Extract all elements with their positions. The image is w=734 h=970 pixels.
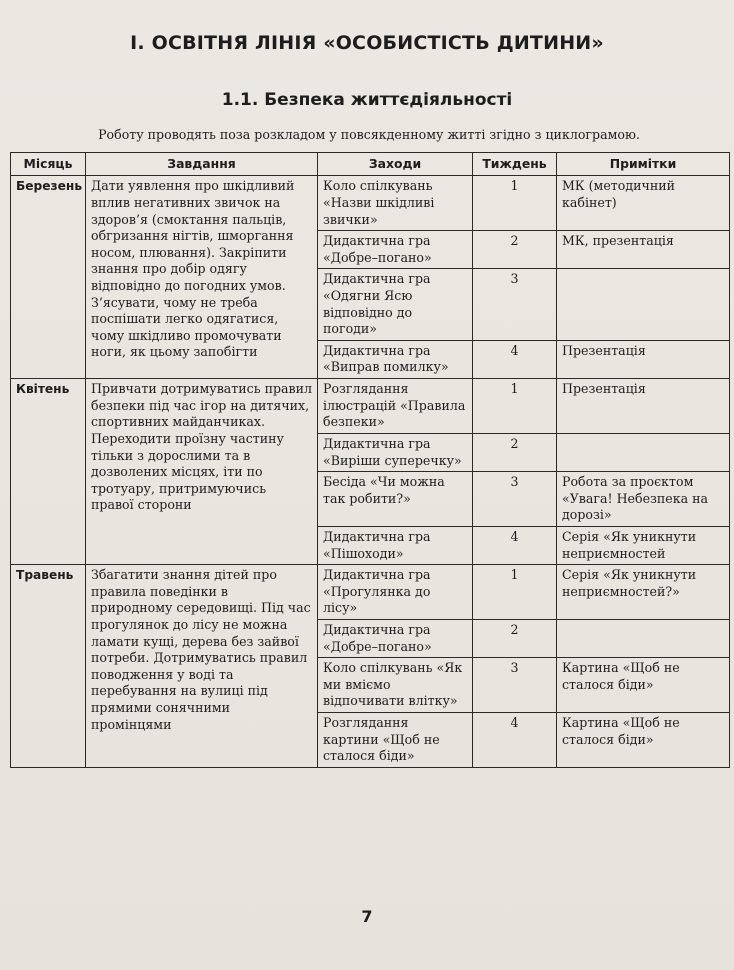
note-cell: Серія «Як уникнути неприємностей?» bbox=[557, 565, 730, 620]
measure-cell: Дидактична гра «Добре–погано» bbox=[318, 620, 473, 658]
note-cell: Серія «Як уникнути неприємностей bbox=[557, 526, 730, 564]
note-cell: Картина «Щоб не сталося біди» bbox=[557, 658, 730, 713]
measure-cell: Розглядання картини «Щоб не сталося біди» bbox=[318, 713, 473, 768]
month-cell: Травень bbox=[11, 565, 86, 768]
task-cell: Дати уявлення про шкідливий вплив негативних звичок на здоров’я (смоктання пальців, обгризання нігтів, шморгання носом, плювання). Закріпити знання про добір одягу відповідно до погодних умов. З’ясувати, чому не треба поспішати легко одягатися, чому шкідливо промочувати ноги, як цьому запобігти bbox=[86, 176, 318, 379]
week-cell: 1 bbox=[473, 565, 557, 620]
week-cell: 1 bbox=[473, 379, 557, 434]
note-cell: Презентація bbox=[557, 379, 730, 434]
measure-cell: Дидактична гра «Прогулянка до лісу» bbox=[318, 565, 473, 620]
section-title: 1.1. Безпека життєдіяльності bbox=[221, 90, 513, 110]
note-cell bbox=[557, 269, 730, 340]
safety-plan-table bbox=[10, 152, 730, 768]
table-row bbox=[11, 565, 730, 620]
task-cell: Привчати дотримуватись правил безпеки під час ігор на дитячих, спортивних майданчиках. Переходити проїзну частину тільки з дорослими та в дозволених місцях, іти по тротуару, притримуючись правої сторони bbox=[86, 379, 318, 565]
week-cell: 3 bbox=[473, 658, 557, 713]
week-cell: 3 bbox=[473, 472, 557, 527]
measure-cell: Дидактична гра «Одягни Ясю відповідно до погоди» bbox=[318, 269, 473, 340]
task-cell: Збагатити знання дітей про правила поведінки в природному середовищі. Під час прогулянок до лісу не можна ламати кущі, дерева без зайвої потреби. Дотримуватись правил поводження у воді та перебування на вулиці під прямими сонячними промінцями bbox=[86, 565, 318, 768]
note-cell bbox=[557, 620, 730, 658]
week-cell: 1 bbox=[473, 176, 557, 231]
measure-cell: Дидактична гра «Пішоходи» bbox=[318, 526, 473, 564]
note-cell: МК (методичний кабінет) bbox=[557, 176, 730, 231]
measure-cell: Коло спілкувань «Як ми вміємо відпочивати влітку» bbox=[318, 658, 473, 713]
measure-cell: Коло спілкувань «Назви шкідливі звички» bbox=[318, 176, 473, 231]
header-measures: Заходи bbox=[318, 153, 473, 176]
header-task: Завдання bbox=[86, 153, 318, 176]
table-header-row bbox=[11, 153, 730, 176]
week-cell: 4 bbox=[473, 340, 557, 378]
month-cell: Квітень bbox=[11, 379, 86, 565]
note-cell: Презентація bbox=[557, 340, 730, 378]
week-cell: 4 bbox=[473, 713, 557, 768]
measure-cell: Бесіда «Чи можна так робити?» bbox=[318, 472, 473, 527]
header-notes: Примітки bbox=[557, 153, 730, 176]
note-cell: Картина «Щоб не сталося біди» bbox=[557, 713, 730, 768]
week-cell: 2 bbox=[473, 433, 557, 471]
week-cell: 2 bbox=[473, 231, 557, 269]
measure-cell: Розглядання ілюстрацій «Правила безпеки» bbox=[318, 379, 473, 434]
page-number: 7 bbox=[361, 907, 373, 926]
week-cell: 4 bbox=[473, 526, 557, 564]
note-cell: МК, презентація bbox=[557, 231, 730, 269]
week-cell: 3 bbox=[473, 269, 557, 340]
header-week: Тиждень bbox=[473, 153, 557, 176]
note-cell bbox=[557, 433, 730, 471]
note-cell: Робота за проєктом «Увага! Небезпека на дорозі» bbox=[557, 472, 730, 527]
measure-cell: Дидактична гра «Виправ помилку» bbox=[318, 340, 473, 378]
month-cell: Березень bbox=[11, 176, 86, 379]
week-cell: 2 bbox=[473, 620, 557, 658]
table-row bbox=[11, 379, 730, 434]
header-month: Місяць bbox=[11, 153, 86, 176]
measure-cell: Дидактична гра «Добре–погано» bbox=[318, 231, 473, 269]
measure-cell: Дидактична гра «Виріши суперечку» bbox=[318, 433, 473, 471]
chapter-title: І. ОСВІТНЯ ЛІНІЯ «ОСОБИСТІСТЬ ДИТИНИ» bbox=[130, 32, 604, 54]
table-row bbox=[11, 176, 730, 231]
intro-text: Роботу проводять поза розкладом у повсякденному житті згідно з циклограмою. bbox=[98, 127, 640, 142]
